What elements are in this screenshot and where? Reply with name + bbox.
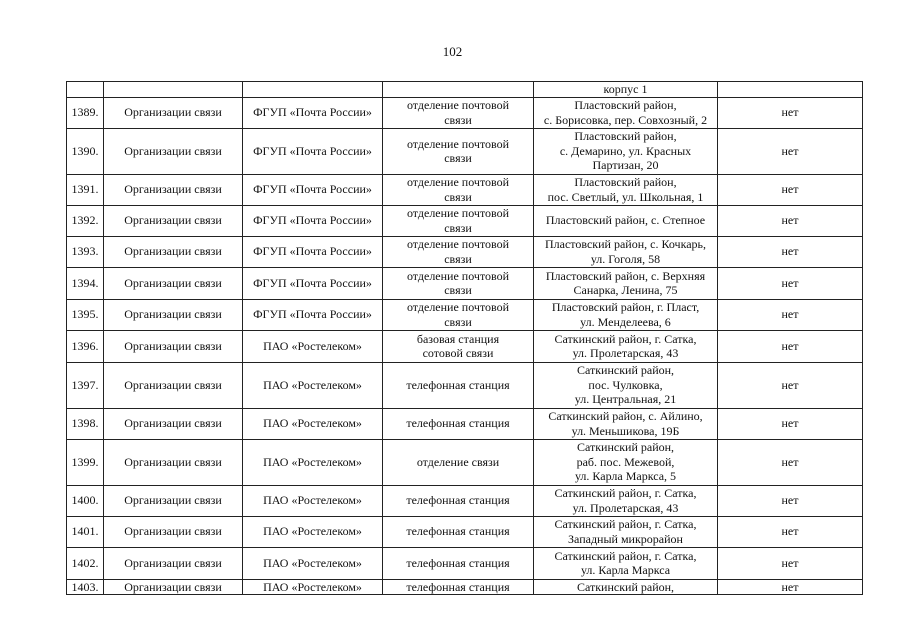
cell-object: отделение почтовой связи bbox=[383, 267, 534, 299]
cell-value: нет bbox=[718, 408, 863, 439]
cell-num bbox=[67, 82, 104, 98]
cell-owner: ФГУП «Почта России» bbox=[243, 267, 383, 299]
registry-table bbox=[66, 81, 863, 595]
cell-address: Пластовский район, с. Верхняя Санарка, Ленина, 75 bbox=[534, 267, 718, 299]
table-row bbox=[67, 128, 863, 174]
cell-address: Саткинский район, пос. Чулковка, ул. Центральная, 21 bbox=[534, 362, 718, 408]
cell-owner: ФГУП «Почта России» bbox=[243, 205, 383, 236]
cell-address: Саткинский район, г. Сатка, ул. Пролетарская, 43 bbox=[534, 485, 718, 516]
table-row-continuation bbox=[67, 82, 863, 98]
cell-owner: ФГУП «Почта России» bbox=[243, 97, 383, 128]
cell-address: Саткинский район, г. Сатка, Западный микрорайон bbox=[534, 516, 718, 547]
cell-object: отделение почтовой связи bbox=[383, 299, 534, 330]
cell-value: нет bbox=[718, 579, 863, 595]
cell-num: 1393. bbox=[67, 236, 104, 267]
table-row bbox=[67, 579, 863, 595]
cell-num: 1390. bbox=[67, 128, 104, 174]
cell-category: Организации связи bbox=[104, 236, 243, 267]
cell-object: телефонная станция bbox=[383, 579, 534, 595]
cell-object: отделение почтовой связи bbox=[383, 205, 534, 236]
table-row bbox=[67, 362, 863, 408]
cell-object: отделение почтовой связи bbox=[383, 97, 534, 128]
cell-num: 1392. bbox=[67, 205, 104, 236]
cell-object: телефонная станция bbox=[383, 408, 534, 439]
cell-value: нет bbox=[718, 128, 863, 174]
cell-object: телефонная станция bbox=[383, 547, 534, 579]
cell-value: нет bbox=[718, 362, 863, 408]
cell-owner: ПАО «Ростелеком» bbox=[243, 330, 383, 362]
cell-owner: ФГУП «Почта России» bbox=[243, 174, 383, 205]
cell-object: телефонная станция bbox=[383, 485, 534, 516]
table-row bbox=[67, 97, 863, 128]
cell-owner: ФГУП «Почта России» bbox=[243, 128, 383, 174]
cell-address: Саткинский район, г. Сатка, ул. Пролетарская, 43 bbox=[534, 330, 718, 362]
cell-category bbox=[104, 82, 243, 98]
cell-address: Пластовский район, с. Степное bbox=[534, 205, 718, 236]
table-row bbox=[67, 485, 863, 516]
table-row bbox=[67, 267, 863, 299]
cell-owner: ПАО «Ростелеком» bbox=[243, 516, 383, 547]
cell-object bbox=[383, 82, 534, 98]
cell-category: Организации связи bbox=[104, 174, 243, 205]
cell-value: нет bbox=[718, 547, 863, 579]
cell-object: отделение связи bbox=[383, 439, 534, 485]
cell-address: Пластовский район, пос. Светлый, ул. Школьная, 1 bbox=[534, 174, 718, 205]
cell-object: базовая станция сотовой связи bbox=[383, 330, 534, 362]
cell-category: Организации связи bbox=[104, 267, 243, 299]
table-row bbox=[67, 330, 863, 362]
cell-num: 1398. bbox=[67, 408, 104, 439]
cell-category: Организации связи bbox=[104, 128, 243, 174]
cell-object: отделение почтовой связи bbox=[383, 236, 534, 267]
cell-num: 1395. bbox=[67, 299, 104, 330]
cell-value: нет bbox=[718, 516, 863, 547]
table-row bbox=[67, 516, 863, 547]
cell-address: Пластовский район, с. Демарино, ул. Красных Партизан, 20 bbox=[534, 128, 718, 174]
cell-value: нет bbox=[718, 174, 863, 205]
cell-owner: ПАО «Ростелеком» bbox=[243, 439, 383, 485]
cell-category: Организации связи bbox=[104, 579, 243, 595]
cell-category: Организации связи bbox=[104, 205, 243, 236]
cell-address: Саткинский район, bbox=[534, 579, 718, 595]
cell-object: телефонная станция bbox=[383, 516, 534, 547]
cell-category: Организации связи bbox=[104, 362, 243, 408]
cell-category: Организации связи bbox=[104, 516, 243, 547]
cell-value: нет bbox=[718, 330, 863, 362]
cell-num: 1391. bbox=[67, 174, 104, 205]
cell-num: 1389. bbox=[67, 97, 104, 128]
cell-num: 1397. bbox=[67, 362, 104, 408]
cell-value: нет bbox=[718, 267, 863, 299]
cell-owner: ПАО «Ростелеком» bbox=[243, 547, 383, 579]
table-row bbox=[67, 547, 863, 579]
table-row bbox=[67, 408, 863, 439]
cell-owner: ПАО «Ростелеком» bbox=[243, 579, 383, 595]
cell-owner: ФГУП «Почта России» bbox=[243, 236, 383, 267]
cell-num: 1399. bbox=[67, 439, 104, 485]
cell-value: нет bbox=[718, 97, 863, 128]
cell-address: Саткинский район, раб. пос. Межевой, ул. Карла Маркса, 5 bbox=[534, 439, 718, 485]
cell-category: Организации связи bbox=[104, 547, 243, 579]
cell-num: 1403. bbox=[67, 579, 104, 595]
cell-value: нет bbox=[718, 205, 863, 236]
table-row bbox=[67, 439, 863, 485]
cell-category: Организации связи bbox=[104, 485, 243, 516]
cell-owner: ПАО «Ростелеком» bbox=[243, 408, 383, 439]
table-row bbox=[67, 205, 863, 236]
table-row bbox=[67, 236, 863, 267]
cell-num: 1402. bbox=[67, 547, 104, 579]
cell-object: телефонная станция bbox=[383, 362, 534, 408]
cell-object: отделение почтовой связи bbox=[383, 174, 534, 205]
cell-address: Пластовский район, с. Кочкарь, ул. Гоголя, 58 bbox=[534, 236, 718, 267]
cell-value: нет bbox=[718, 299, 863, 330]
cell-address: Саткинский район, с. Айлино, ул. Меньшикова, 19Б bbox=[534, 408, 718, 439]
cell-value: нет bbox=[718, 485, 863, 516]
cell-num: 1401. bbox=[67, 516, 104, 547]
cell-owner bbox=[243, 82, 383, 98]
cell-category: Организации связи bbox=[104, 330, 243, 362]
table-row bbox=[67, 174, 863, 205]
cell-address: корпус 1 bbox=[534, 82, 718, 98]
cell-category: Организации связи bbox=[104, 299, 243, 330]
table-row bbox=[67, 299, 863, 330]
cell-num: 1394. bbox=[67, 267, 104, 299]
cell-num: 1396. bbox=[67, 330, 104, 362]
cell-value bbox=[718, 82, 863, 98]
cell-value: нет bbox=[718, 236, 863, 267]
cell-owner: ПАО «Ростелеком» bbox=[243, 485, 383, 516]
page-number: 102 bbox=[442, 44, 463, 59]
cell-address: Саткинский район, г. Сатка, ул. Карла Маркса bbox=[534, 547, 718, 579]
cell-owner: ФГУП «Почта России» bbox=[243, 299, 383, 330]
cell-category: Организации связи bbox=[104, 97, 243, 128]
cell-category: Организации связи bbox=[104, 408, 243, 439]
cell-category: Организации связи bbox=[104, 439, 243, 485]
cell-num: 1400. bbox=[67, 485, 104, 516]
cell-owner: ПАО «Ростелеком» bbox=[243, 362, 383, 408]
cell-value: нет bbox=[718, 439, 863, 485]
cell-address: Пластовский район, г. Пласт, ул. Менделеева, 6 bbox=[534, 299, 718, 330]
cell-address: Пластовский район, с. Борисовка, пер. Совхозный, 2 bbox=[534, 97, 718, 128]
cell-object: отделение почтовой связи bbox=[383, 128, 534, 174]
